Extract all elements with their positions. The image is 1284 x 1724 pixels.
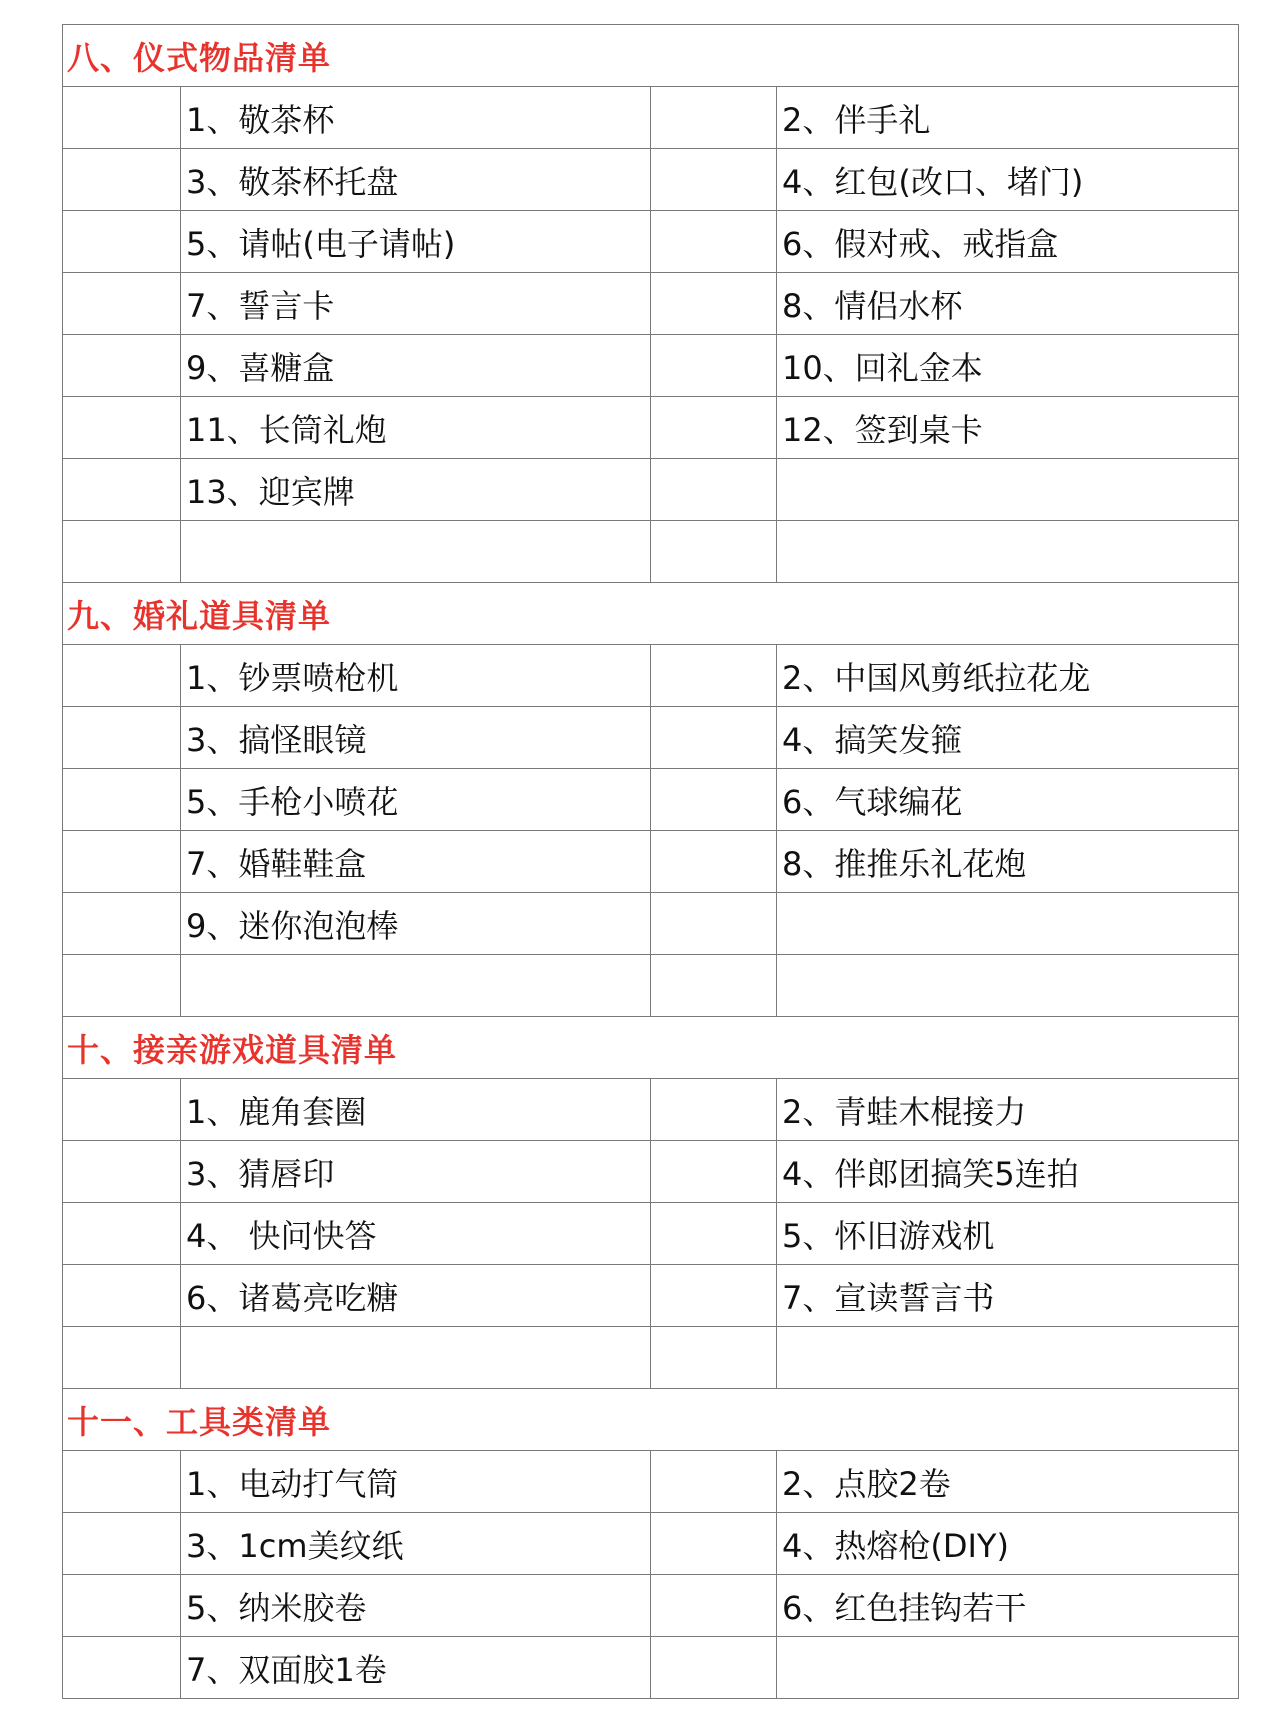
table-row bbox=[63, 893, 1238, 955]
blank-cell bbox=[63, 335, 180, 396]
section-header-row bbox=[63, 25, 1238, 87]
item-cell-left: 5、请帖(电子请帖) bbox=[180, 211, 650, 272]
blank-cell bbox=[63, 87, 180, 148]
item-cell-right: 8、推推乐礼花炮 bbox=[776, 831, 1238, 892]
section-title: 八、仪式物品清单 bbox=[67, 38, 332, 77]
item-cell-right: 2、伴手礼 bbox=[776, 87, 1238, 148]
blank-cell bbox=[63, 1141, 180, 1202]
blank-cell bbox=[650, 1265, 776, 1326]
table-row bbox=[63, 273, 1238, 335]
blank-cell bbox=[63, 397, 180, 458]
blank-cell bbox=[63, 1575, 180, 1636]
blank-cell bbox=[63, 1637, 180, 1698]
table-row bbox=[63, 211, 1238, 273]
blank-cell bbox=[650, 149, 776, 210]
table-row bbox=[63, 1079, 1238, 1141]
table-row bbox=[63, 1575, 1238, 1637]
item-cell-right: 2、中国风剪纸拉花龙 bbox=[776, 645, 1238, 706]
section-title: 九、婚礼道具清单 bbox=[67, 596, 332, 635]
table-row bbox=[63, 1513, 1238, 1575]
item-cell-left: 9、迷你泡泡棒 bbox=[180, 893, 650, 954]
item-cell-right bbox=[776, 459, 1238, 520]
blank-cell bbox=[650, 1141, 776, 1202]
item-cell-left bbox=[180, 955, 650, 1016]
item-cell-left: 9、喜糖盒 bbox=[180, 335, 650, 396]
table-row bbox=[63, 397, 1238, 459]
table-row bbox=[63, 1203, 1238, 1265]
blank-cell bbox=[650, 1451, 776, 1512]
blank-cell bbox=[650, 769, 776, 830]
item-cell-left: 7、双面胶1卷 bbox=[180, 1637, 650, 1698]
item-cell-left bbox=[180, 521, 650, 582]
table-row bbox=[63, 459, 1238, 521]
item-cell-right: 8、情侣水杯 bbox=[776, 273, 1238, 334]
item-cell-right: 12、签到桌卡 bbox=[776, 397, 1238, 458]
section-header-row bbox=[63, 1389, 1238, 1451]
table-row bbox=[63, 521, 1238, 583]
item-cell-right: 4、搞笑发箍 bbox=[776, 707, 1238, 768]
table-row bbox=[63, 1265, 1238, 1327]
item-cell-right: 5、怀旧游戏机 bbox=[776, 1203, 1238, 1264]
item-cell-right: 4、红包(改口、堵门) bbox=[776, 149, 1238, 210]
section-header-row bbox=[63, 1017, 1238, 1079]
blank-cell bbox=[63, 769, 180, 830]
table-row bbox=[63, 87, 1238, 149]
item-cell-right bbox=[776, 1327, 1238, 1388]
item-cell-left: 11、长筒礼炮 bbox=[180, 397, 650, 458]
item-cell-right: 6、假对戒、戒指盒 bbox=[776, 211, 1238, 272]
item-cell-left: 1、钞票喷枪机 bbox=[180, 645, 650, 706]
blank-cell bbox=[63, 1079, 180, 1140]
table-row bbox=[63, 335, 1238, 397]
blank-cell bbox=[63, 459, 180, 520]
blank-cell bbox=[63, 149, 180, 210]
item-cell-right: 2、青蛙木棍接力 bbox=[776, 1079, 1238, 1140]
blank-cell bbox=[650, 1079, 776, 1140]
table-row bbox=[63, 707, 1238, 769]
item-cell-right: 2、点胶2卷 bbox=[776, 1451, 1238, 1512]
table-row bbox=[63, 1637, 1238, 1699]
section-header-row bbox=[63, 583, 1238, 645]
blank-cell bbox=[63, 893, 180, 954]
item-cell-left: 7、婚鞋鞋盒 bbox=[180, 831, 650, 892]
blank-cell bbox=[650, 1575, 776, 1636]
table-row bbox=[63, 769, 1238, 831]
blank-cell bbox=[650, 1327, 776, 1388]
blank-cell bbox=[650, 211, 776, 272]
blank-cell bbox=[63, 707, 180, 768]
item-cell-right: 4、伴郎团搞笑5连拍 bbox=[776, 1141, 1238, 1202]
blank-cell bbox=[63, 831, 180, 892]
item-cell-left: 5、纳米胶卷 bbox=[180, 1575, 650, 1636]
item-cell-left bbox=[180, 1327, 650, 1388]
item-cell-right bbox=[776, 955, 1238, 1016]
blank-cell bbox=[650, 521, 776, 582]
blank-cell bbox=[63, 1203, 180, 1264]
item-cell-right: 10、回礼金本 bbox=[776, 335, 1238, 396]
table-row bbox=[63, 1327, 1238, 1389]
item-cell-left: 3、猜唇印 bbox=[180, 1141, 650, 1202]
blank-cell bbox=[650, 645, 776, 706]
item-cell-left: 13、迎宾牌 bbox=[180, 459, 650, 520]
item-cell-right: 4、热熔枪(DIY) bbox=[776, 1513, 1238, 1574]
item-cell-left: 6、诸葛亮吃糖 bbox=[180, 1265, 650, 1326]
section-title: 十、接亲游戏道具清单 bbox=[67, 1030, 398, 1069]
table-row bbox=[63, 149, 1238, 211]
blank-cell bbox=[650, 1513, 776, 1574]
blank-cell bbox=[63, 1327, 180, 1388]
checklist-table bbox=[62, 24, 1239, 1699]
table-row bbox=[63, 645, 1238, 707]
item-cell-right bbox=[776, 1637, 1238, 1698]
blank-cell bbox=[650, 831, 776, 892]
blank-cell bbox=[650, 1203, 776, 1264]
table-row bbox=[63, 831, 1238, 893]
blank-cell bbox=[63, 1451, 180, 1512]
item-cell-left: 1、鹿角套圈 bbox=[180, 1079, 650, 1140]
blank-cell bbox=[63, 521, 180, 582]
item-cell-left: 3、搞怪眼镜 bbox=[180, 707, 650, 768]
blank-cell bbox=[650, 87, 776, 148]
item-cell-right bbox=[776, 521, 1238, 582]
blank-cell bbox=[650, 459, 776, 520]
item-cell-left: 7、誓言卡 bbox=[180, 273, 650, 334]
blank-cell bbox=[63, 1265, 180, 1326]
item-cell-right bbox=[776, 893, 1238, 954]
blank-cell bbox=[650, 955, 776, 1016]
blank-cell bbox=[63, 1513, 180, 1574]
section-title: 十一、工具类清单 bbox=[67, 1402, 332, 1441]
blank-cell bbox=[650, 273, 776, 334]
blank-cell bbox=[650, 1637, 776, 1698]
item-cell-left: 3、1cm美纹纸 bbox=[180, 1513, 650, 1574]
blank-cell bbox=[650, 335, 776, 396]
blank-cell bbox=[63, 645, 180, 706]
blank-cell bbox=[63, 955, 180, 1016]
table-row bbox=[63, 1451, 1238, 1513]
table-row bbox=[63, 1141, 1238, 1203]
item-cell-left: 1、敬茶杯 bbox=[180, 87, 650, 148]
blank-cell bbox=[650, 397, 776, 458]
blank-cell bbox=[650, 707, 776, 768]
item-cell-right: 6、红色挂钩若干 bbox=[776, 1575, 1238, 1636]
item-cell-right: 7、宣读誓言书 bbox=[776, 1265, 1238, 1326]
item-cell-left: 4、 快问快答 bbox=[180, 1203, 650, 1264]
item-cell-left: 1、电动打气筒 bbox=[180, 1451, 650, 1512]
item-cell-right: 6、气球编花 bbox=[776, 769, 1238, 830]
table-row bbox=[63, 955, 1238, 1017]
blank-cell bbox=[63, 211, 180, 272]
blank-cell bbox=[650, 893, 776, 954]
item-cell-left: 5、手枪小喷花 bbox=[180, 769, 650, 830]
item-cell-left: 3、敬茶杯托盘 bbox=[180, 149, 650, 210]
blank-cell bbox=[63, 273, 180, 334]
